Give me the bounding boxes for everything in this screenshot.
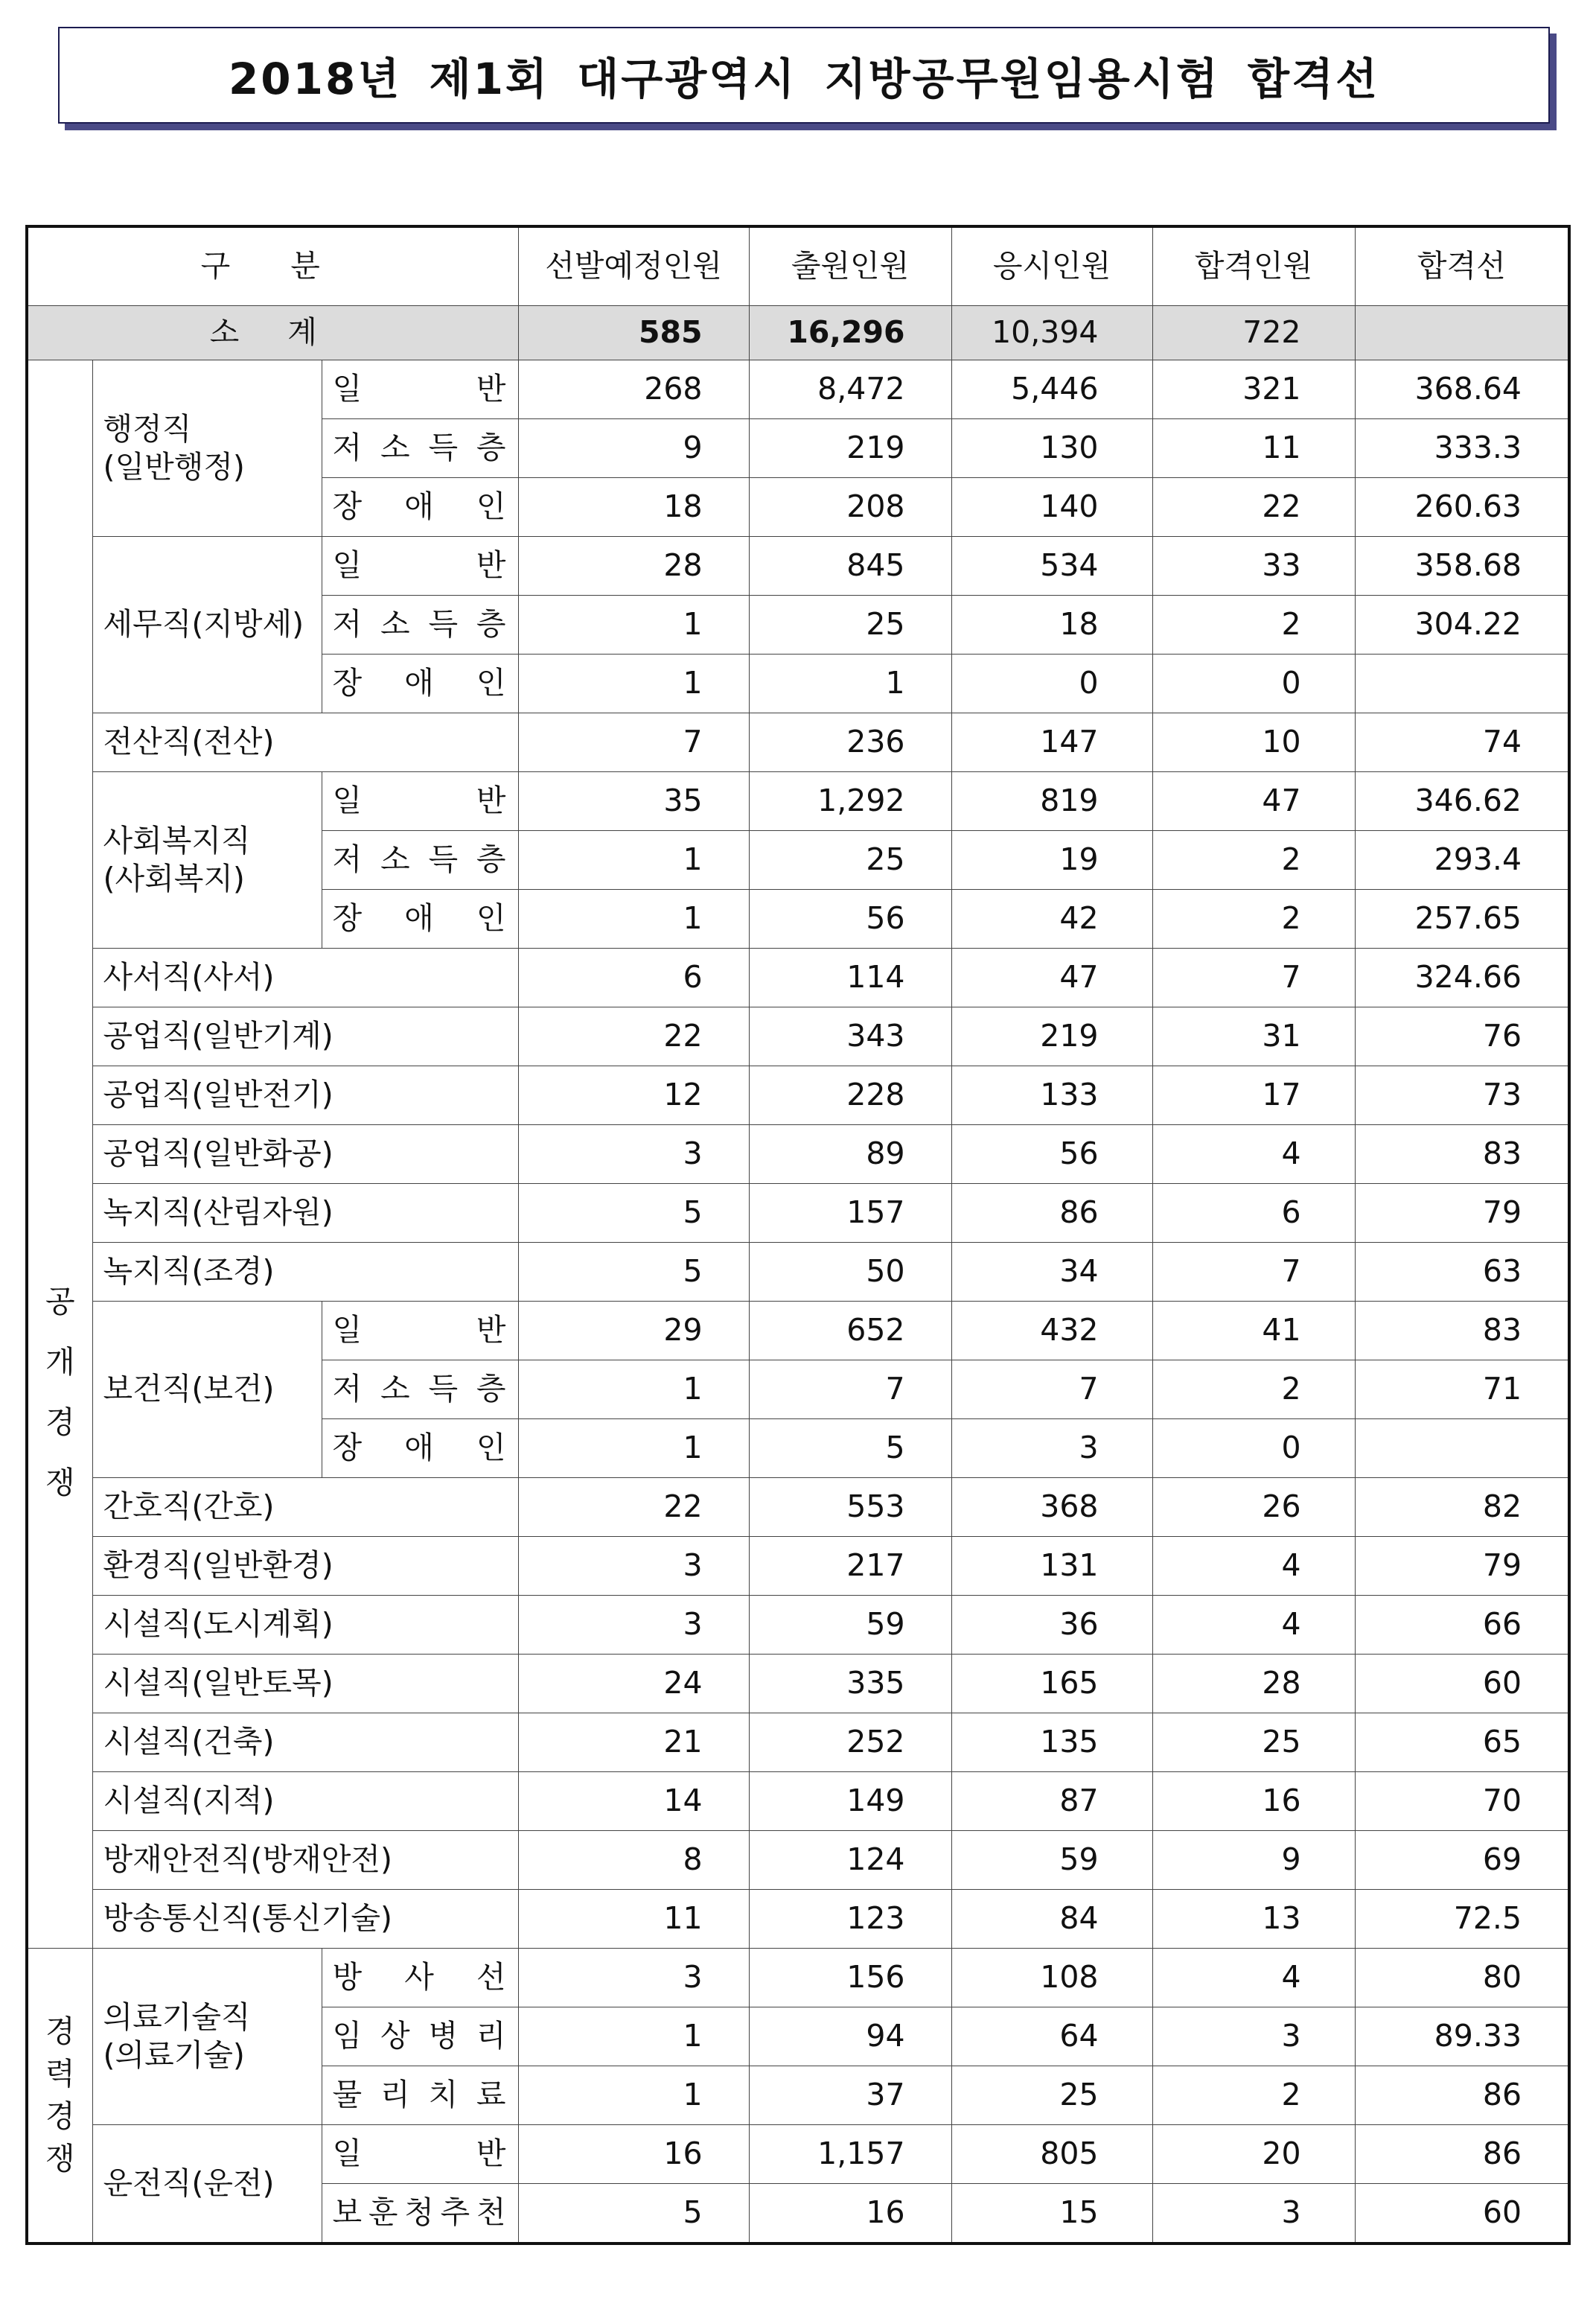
cell-planned: 1	[518, 831, 749, 890]
cell-planned: 1	[518, 2066, 749, 2125]
cell-took: 56	[951, 1125, 1152, 1184]
cell-passed: 7	[1152, 949, 1355, 1007]
group-label: 사서직(사서)	[92, 949, 518, 1007]
subcategory-label: 저 소 득 층	[322, 419, 518, 478]
cell-took: 87	[951, 1772, 1152, 1831]
header-applied: 출원인원	[749, 226, 951, 306]
cell-passed: 2	[1152, 831, 1355, 890]
cell-planned: 7	[518, 713, 749, 772]
table-row	[27, 1890, 1569, 1949]
cell-passed: 13	[1152, 1890, 1355, 1949]
cell-cutoff: 74	[1355, 713, 1569, 772]
cell-planned: 11	[518, 1890, 749, 1949]
group-label: 세무직(지방세)	[92, 537, 322, 713]
cell-planned: 14	[518, 1772, 749, 1831]
cell-applied: 37	[749, 2066, 951, 2125]
table-row	[27, 2125, 1569, 2184]
cell-applied: 343	[749, 1007, 951, 1066]
cell-planned: 1	[518, 655, 749, 713]
group-label: 공업직(일반기계)	[92, 1007, 518, 1066]
cell-planned: 12	[518, 1066, 749, 1125]
cell-passed: 33	[1152, 537, 1355, 596]
table-row	[27, 1125, 1569, 1184]
cell-planned: 1	[518, 1419, 749, 1478]
cell-passed: 2	[1152, 1360, 1355, 1419]
group-label: 공업직(일반전기)	[92, 1066, 518, 1125]
section-label-char: 쟁	[45, 2141, 75, 2177]
cell-planned: 1	[518, 596, 749, 655]
cell-applied: 1,292	[749, 772, 951, 831]
subcategory-label: 일 반	[322, 2125, 518, 2184]
subcategory-label: 장 애 인	[322, 655, 518, 713]
cell-passed: 7	[1152, 1243, 1355, 1302]
subcategory-label: 저 소 득 층	[322, 596, 518, 655]
cell-cutoff: 83	[1355, 1302, 1569, 1360]
cell-passed: 25	[1152, 1713, 1355, 1772]
cell-planned: 35	[518, 772, 749, 831]
table-row	[27, 1655, 1569, 1713]
cell-applied: 217	[749, 1537, 951, 1596]
cell-took: 42	[951, 890, 1152, 949]
cell-planned: 5	[518, 2184, 749, 2244]
section-label-char: 공	[45, 1283, 75, 1319]
subtotal-passed: 722	[1152, 306, 1355, 360]
cell-planned: 6	[518, 949, 749, 1007]
header-passed: 합격인원	[1152, 226, 1355, 306]
cell-cutoff: 71	[1355, 1360, 1569, 1419]
cell-passed: 6	[1152, 1184, 1355, 1243]
subtotal-cutoff	[1355, 306, 1569, 360]
cell-applied: 236	[749, 713, 951, 772]
cell-cutoff: 63	[1355, 1243, 1569, 1302]
cell-took: 0	[951, 655, 1152, 713]
cell-cutoff: 83	[1355, 1125, 1569, 1184]
cell-passed: 41	[1152, 1302, 1355, 1360]
section-label-char: 쟁	[45, 1465, 75, 1501]
cell-applied: 157	[749, 1184, 951, 1243]
table-row	[27, 360, 1569, 419]
subcategory-label: 임 상 병 리	[322, 2007, 518, 2066]
cell-applied: 335	[749, 1655, 951, 1713]
cell-took: 64	[951, 2007, 1152, 2066]
cell-planned: 1	[518, 890, 749, 949]
cell-planned: 8	[518, 1831, 749, 1890]
cell-took: 534	[951, 537, 1152, 596]
table-row	[27, 1831, 1569, 1890]
table-row	[27, 1713, 1569, 1772]
cell-applied: 114	[749, 949, 951, 1007]
cell-cutoff: 82	[1355, 1478, 1569, 1537]
cell-cutoff	[1355, 655, 1569, 713]
cell-applied: 89	[749, 1125, 951, 1184]
section-label-open	[27, 360, 92, 1949]
cell-applied: 553	[749, 1478, 951, 1537]
table-row	[27, 772, 1569, 831]
cell-passed: 28	[1152, 1655, 1355, 1713]
subcategory-label: 장 애 인	[322, 478, 518, 537]
cell-took: 5,446	[951, 360, 1152, 419]
group-label: 보건직(보건)	[92, 1302, 322, 1478]
cell-applied: 652	[749, 1302, 951, 1360]
subtotal-label: 소 계	[27, 306, 518, 360]
subtotal-applied: 16,296	[749, 306, 951, 360]
cell-took: 3	[951, 1419, 1152, 1478]
subcategory-label: 일 반	[322, 537, 518, 596]
cell-took: 19	[951, 831, 1152, 890]
group-label: 녹지직(산림자원)	[92, 1184, 518, 1243]
cell-took: 47	[951, 949, 1152, 1007]
group-label: 의료기술직 (의료기술)	[92, 1949, 322, 2125]
group-label: 방재안전직(방재안전)	[92, 1831, 518, 1890]
cell-passed: 4	[1152, 1537, 1355, 1596]
cell-cutoff: 260.63	[1355, 478, 1569, 537]
group-label: 녹지직(조경)	[92, 1243, 518, 1302]
cell-planned: 9	[518, 419, 749, 478]
cell-took: 147	[951, 713, 1152, 772]
cell-planned: 3	[518, 1537, 749, 1596]
cell-planned: 1	[518, 2007, 749, 2066]
subcategory-label: 장 애 인	[322, 890, 518, 949]
cell-planned: 5	[518, 1184, 749, 1243]
cell-cutoff: 72.5	[1355, 1890, 1569, 1949]
cell-cutoff: 66	[1355, 1596, 1569, 1655]
cell-applied: 156	[749, 1949, 951, 2007]
cell-passed: 11	[1152, 419, 1355, 478]
cell-cutoff: 324.66	[1355, 949, 1569, 1007]
group-label: 시설직(건축)	[92, 1713, 518, 1772]
page-title: 2018년 제1회 대구광역시 지방공무원임용시험 합격선	[58, 27, 1550, 124]
cell-planned: 18	[518, 478, 749, 537]
cell-took: 18	[951, 596, 1152, 655]
cell-passed: 47	[1152, 772, 1355, 831]
cell-cutoff: 346.62	[1355, 772, 1569, 831]
cell-took: 819	[951, 772, 1152, 831]
cell-took: 219	[951, 1007, 1152, 1066]
cell-applied: 56	[749, 890, 951, 949]
cell-cutoff: 80	[1355, 1949, 1569, 2007]
cell-applied: 228	[749, 1066, 951, 1125]
cell-applied: 25	[749, 831, 951, 890]
table-row	[27, 1949, 1569, 2007]
table-row	[27, 949, 1569, 1007]
cell-planned: 29	[518, 1302, 749, 1360]
cell-applied: 7	[749, 1360, 951, 1419]
group-label: 운전직(운전)	[92, 2125, 322, 2244]
table-row	[27, 1184, 1569, 1243]
header-cutoff: 합격선	[1355, 226, 1569, 306]
cell-took: 133	[951, 1066, 1152, 1125]
cell-applied: 208	[749, 478, 951, 537]
group-label: 환경직(일반환경)	[92, 1537, 518, 1596]
cell-applied: 94	[749, 2007, 951, 2066]
cell-took: 34	[951, 1243, 1152, 1302]
cell-planned: 21	[518, 1713, 749, 1772]
cell-cutoff: 86	[1355, 2066, 1569, 2125]
table-row	[27, 1066, 1569, 1125]
section-label-char: 력	[45, 2055, 75, 2092]
section-label-char: 개	[45, 1343, 75, 1380]
cell-took: 59	[951, 1831, 1152, 1890]
cell-passed: 16	[1152, 1772, 1355, 1831]
cell-cutoff: 257.65	[1355, 890, 1569, 949]
cell-applied: 252	[749, 1713, 951, 1772]
cell-applied: 219	[749, 419, 951, 478]
section-label-career	[27, 1949, 92, 2244]
subtotal-planned: 585	[518, 306, 749, 360]
group-label: 시설직(일반토목)	[92, 1655, 518, 1713]
cell-cutoff: 79	[1355, 1537, 1569, 1596]
subcategory-label: 일 반	[322, 360, 518, 419]
cell-took: 140	[951, 478, 1152, 537]
cell-applied: 8,472	[749, 360, 951, 419]
cell-passed: 0	[1152, 655, 1355, 713]
cell-applied: 149	[749, 1772, 951, 1831]
subcategory-label: 일 반	[322, 1302, 518, 1360]
group-label: 공업직(일반화공)	[92, 1125, 518, 1184]
cell-cutoff: 70	[1355, 1772, 1569, 1831]
cell-cutoff: 65	[1355, 1713, 1569, 1772]
cell-passed: 22	[1152, 478, 1355, 537]
table-row	[27, 713, 1569, 772]
cell-passed: 3	[1152, 2184, 1355, 2244]
group-label: 시설직(도시계획)	[92, 1596, 518, 1655]
table-row	[27, 1478, 1569, 1537]
cell-applied: 1,157	[749, 2125, 951, 2184]
section-label-char: 경	[45, 2013, 75, 2049]
cell-passed: 9	[1152, 1831, 1355, 1890]
cell-applied: 1	[749, 655, 951, 713]
cell-cutoff: 73	[1355, 1066, 1569, 1125]
cell-applied: 25	[749, 596, 951, 655]
cell-passed: 3	[1152, 2007, 1355, 2066]
cell-passed: 2	[1152, 596, 1355, 655]
cell-cutoff: 76	[1355, 1007, 1569, 1066]
table-row	[27, 1243, 1569, 1302]
cell-planned: 3	[518, 1596, 749, 1655]
cell-took: 86	[951, 1184, 1152, 1243]
section-label-char: 경	[45, 2098, 75, 2134]
cell-cutoff: 79	[1355, 1184, 1569, 1243]
cell-cutoff: 358.68	[1355, 537, 1569, 596]
subcategory-label: 방 사 선	[322, 1949, 518, 2007]
group-label: 사회복지직 (사회복지)	[92, 772, 322, 949]
cell-applied: 5	[749, 1419, 951, 1478]
cell-passed: 2	[1152, 890, 1355, 949]
table-row	[27, 537, 1569, 596]
cell-took: 25	[951, 2066, 1152, 2125]
subcategory-label: 일 반	[322, 772, 518, 831]
results-table	[25, 225, 1571, 2245]
cell-passed: 2	[1152, 2066, 1355, 2125]
cell-cutoff: 293.4	[1355, 831, 1569, 890]
subcategory-label: 물 리 치 료	[322, 2066, 518, 2125]
header-took: 응시인원	[951, 226, 1152, 306]
table-row	[27, 1596, 1569, 1655]
cell-passed: 20	[1152, 2125, 1355, 2184]
group-label: 시설직(지적)	[92, 1772, 518, 1831]
cell-cutoff: 89.33	[1355, 2007, 1569, 2066]
subcategory-label: 보 훈 청 추 천	[322, 2184, 518, 2244]
cell-took: 15	[951, 2184, 1152, 2244]
cell-took: 130	[951, 419, 1152, 478]
cell-cutoff: 86	[1355, 2125, 1569, 2184]
cell-passed: 26	[1152, 1478, 1355, 1537]
table-row	[27, 1302, 1569, 1360]
cell-took: 108	[951, 1949, 1152, 2007]
cell-passed: 10	[1152, 713, 1355, 772]
cell-planned: 268	[518, 360, 749, 419]
cell-passed: 4	[1152, 1596, 1355, 1655]
cell-cutoff: 333.3	[1355, 419, 1569, 478]
cell-took: 7	[951, 1360, 1152, 1419]
cell-passed: 321	[1152, 360, 1355, 419]
cell-applied: 59	[749, 1596, 951, 1655]
section-label-char: 경	[45, 1404, 75, 1440]
cell-planned: 22	[518, 1478, 749, 1537]
cell-planned: 5	[518, 1243, 749, 1302]
cell-took: 432	[951, 1302, 1152, 1360]
subtotal-took: 10,394	[951, 306, 1152, 360]
cell-applied: 124	[749, 1831, 951, 1890]
cell-cutoff: 69	[1355, 1831, 1569, 1890]
cell-planned: 1	[518, 1360, 749, 1419]
cell-took: 36	[951, 1596, 1152, 1655]
cell-passed: 4	[1152, 1125, 1355, 1184]
cell-applied: 123	[749, 1890, 951, 1949]
cell-planned: 16	[518, 2125, 749, 2184]
table-row	[27, 1537, 1569, 1596]
cell-applied: 16	[749, 2184, 951, 2244]
cell-took: 135	[951, 1713, 1152, 1772]
cell-took: 165	[951, 1655, 1152, 1713]
cell-planned: 22	[518, 1007, 749, 1066]
cell-took: 84	[951, 1890, 1152, 1949]
group-label: 간호직(간호)	[92, 1478, 518, 1537]
cell-cutoff: 368.64	[1355, 360, 1569, 419]
table-header-row	[27, 226, 1569, 306]
cell-planned: 24	[518, 1655, 749, 1713]
group-label: 행정직 (일반행정)	[92, 360, 322, 537]
cell-planned: 3	[518, 1125, 749, 1184]
cell-cutoff	[1355, 1419, 1569, 1478]
group-label: 방송통신직(통신기술)	[92, 1890, 518, 1949]
cell-planned: 3	[518, 1949, 749, 2007]
cell-applied: 845	[749, 537, 951, 596]
subcategory-label: 저 소 득 층	[322, 1360, 518, 1419]
header-planned: 선발예정인원	[518, 226, 749, 306]
cell-applied: 50	[749, 1243, 951, 1302]
subcategory-label: 장 애 인	[322, 1419, 518, 1478]
cell-cutoff: 304.22	[1355, 596, 1569, 655]
cell-passed: 0	[1152, 1419, 1355, 1478]
subcategory-label: 저 소 득 층	[322, 831, 518, 890]
cell-passed: 4	[1152, 1949, 1355, 2007]
cell-planned: 28	[518, 537, 749, 596]
cell-cutoff: 60	[1355, 2184, 1569, 2244]
cell-passed: 17	[1152, 1066, 1355, 1125]
group-label: 전산직(전산)	[92, 713, 518, 772]
cell-took: 805	[951, 2125, 1152, 2184]
cell-cutoff: 60	[1355, 1655, 1569, 1713]
cell-took: 368	[951, 1478, 1152, 1537]
table-row	[27, 1007, 1569, 1066]
cell-took: 131	[951, 1537, 1152, 1596]
table-row	[27, 1772, 1569, 1831]
header-category: 구 분	[27, 226, 518, 306]
subtotal-row	[27, 306, 1569, 360]
cell-passed: 31	[1152, 1007, 1355, 1066]
